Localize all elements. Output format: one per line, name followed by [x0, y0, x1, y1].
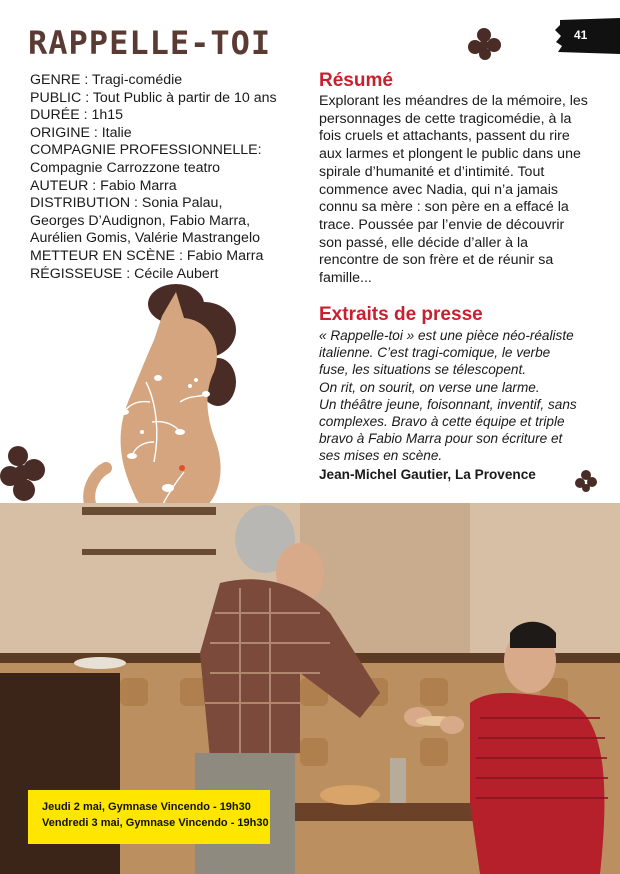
info-public: PUBLIC : Tout Public à partir de 10 ans — [30, 89, 277, 106]
presse-quote — [319, 327, 604, 465]
performance-dates — [28, 790, 270, 844]
info-origine: ORIGINE : Italie — [30, 124, 132, 141]
presse-line: On rit, on sourit, on verse une larme. — [319, 379, 540, 395]
page-number: 41 — [574, 28, 588, 42]
cat-illustration — [76, 282, 246, 540]
presse-line: bravo à Fabio Marra pour son écriture et — [319, 431, 563, 447]
resume-text: Explorant les méandres de la mémoire, les personnages de cette tragicomédie, à la fois cruels et attachants, passent du rire aux larmes et plongent le public dans une spirale d’humanité et d’intimité. Tout commence avec Nadia, qui n’a jamais connu sa mère : son père en a effacé la trace. Poussée par l’envie de découvrir son passé, elle décide d’aller à la rencontre de son frère et de réunir sa famille... — [319, 93, 588, 287]
show-info — [30, 72, 310, 283]
resume-heading: Résumé — [319, 70, 393, 91]
info-compagnie-label: COMPAGNIE PROFESSIONNELLE: — [30, 142, 262, 159]
info-distribution-3: Aurélien Gomis, Valérie Mastrangelo — [30, 230, 260, 247]
presse-line: « Rappelle-toi » est une pièce néo-réaliste — [319, 328, 574, 343]
presse-signature: Jean-Michel Gautier, La Provence — [319, 467, 536, 482]
info-genre: GENRE : Tragi-comédie — [30, 72, 183, 88]
info-auteur: AUTEUR : Fabio Marra — [30, 177, 177, 194]
info-duree: DURÉE : 1h15 — [30, 107, 124, 124]
info-distribution: DISTRIBUTION : Sonia Palau, — [30, 195, 223, 212]
presse-line: Un théâtre jeune, foisonnant, inventif, sans — [319, 396, 577, 412]
page-title: RAPPELLE-TOI — [28, 24, 272, 62]
date-line: Jeudi 2 mai, Gymnase Vincendo - 19h30 — [42, 801, 251, 813]
presse-heading: Extraits de presse — [319, 304, 483, 325]
presse-line: ses mises en scène. — [319, 448, 443, 464]
info-regisseuse: RÉGISSEUSE : Cécile Aubert — [30, 265, 219, 282]
presse-line: italienne. C’est tragi-comique, le verbe — [319, 345, 551, 361]
info-distribution-2: Georges D’Audignon, Fabio Marra, — [30, 212, 251, 229]
flower-icon — [466, 26, 502, 62]
info-metteur-en-scene: METTEUR EN SCÈNE : Fabio Marra — [30, 247, 264, 264]
flower-left-icon — [0, 444, 48, 506]
info-compagnie: Compagnie Carrozzone teatro — [30, 159, 221, 176]
presse-line: fuse, les situations se télescopent. — [319, 362, 527, 378]
presse-line: complexes. Bravo à cette équipe et triple — [319, 414, 565, 430]
small-flower-icon — [574, 469, 598, 493]
date-line: Vendredi 3 mai, Gymnase Vincendo - 19h30 — [42, 817, 269, 829]
